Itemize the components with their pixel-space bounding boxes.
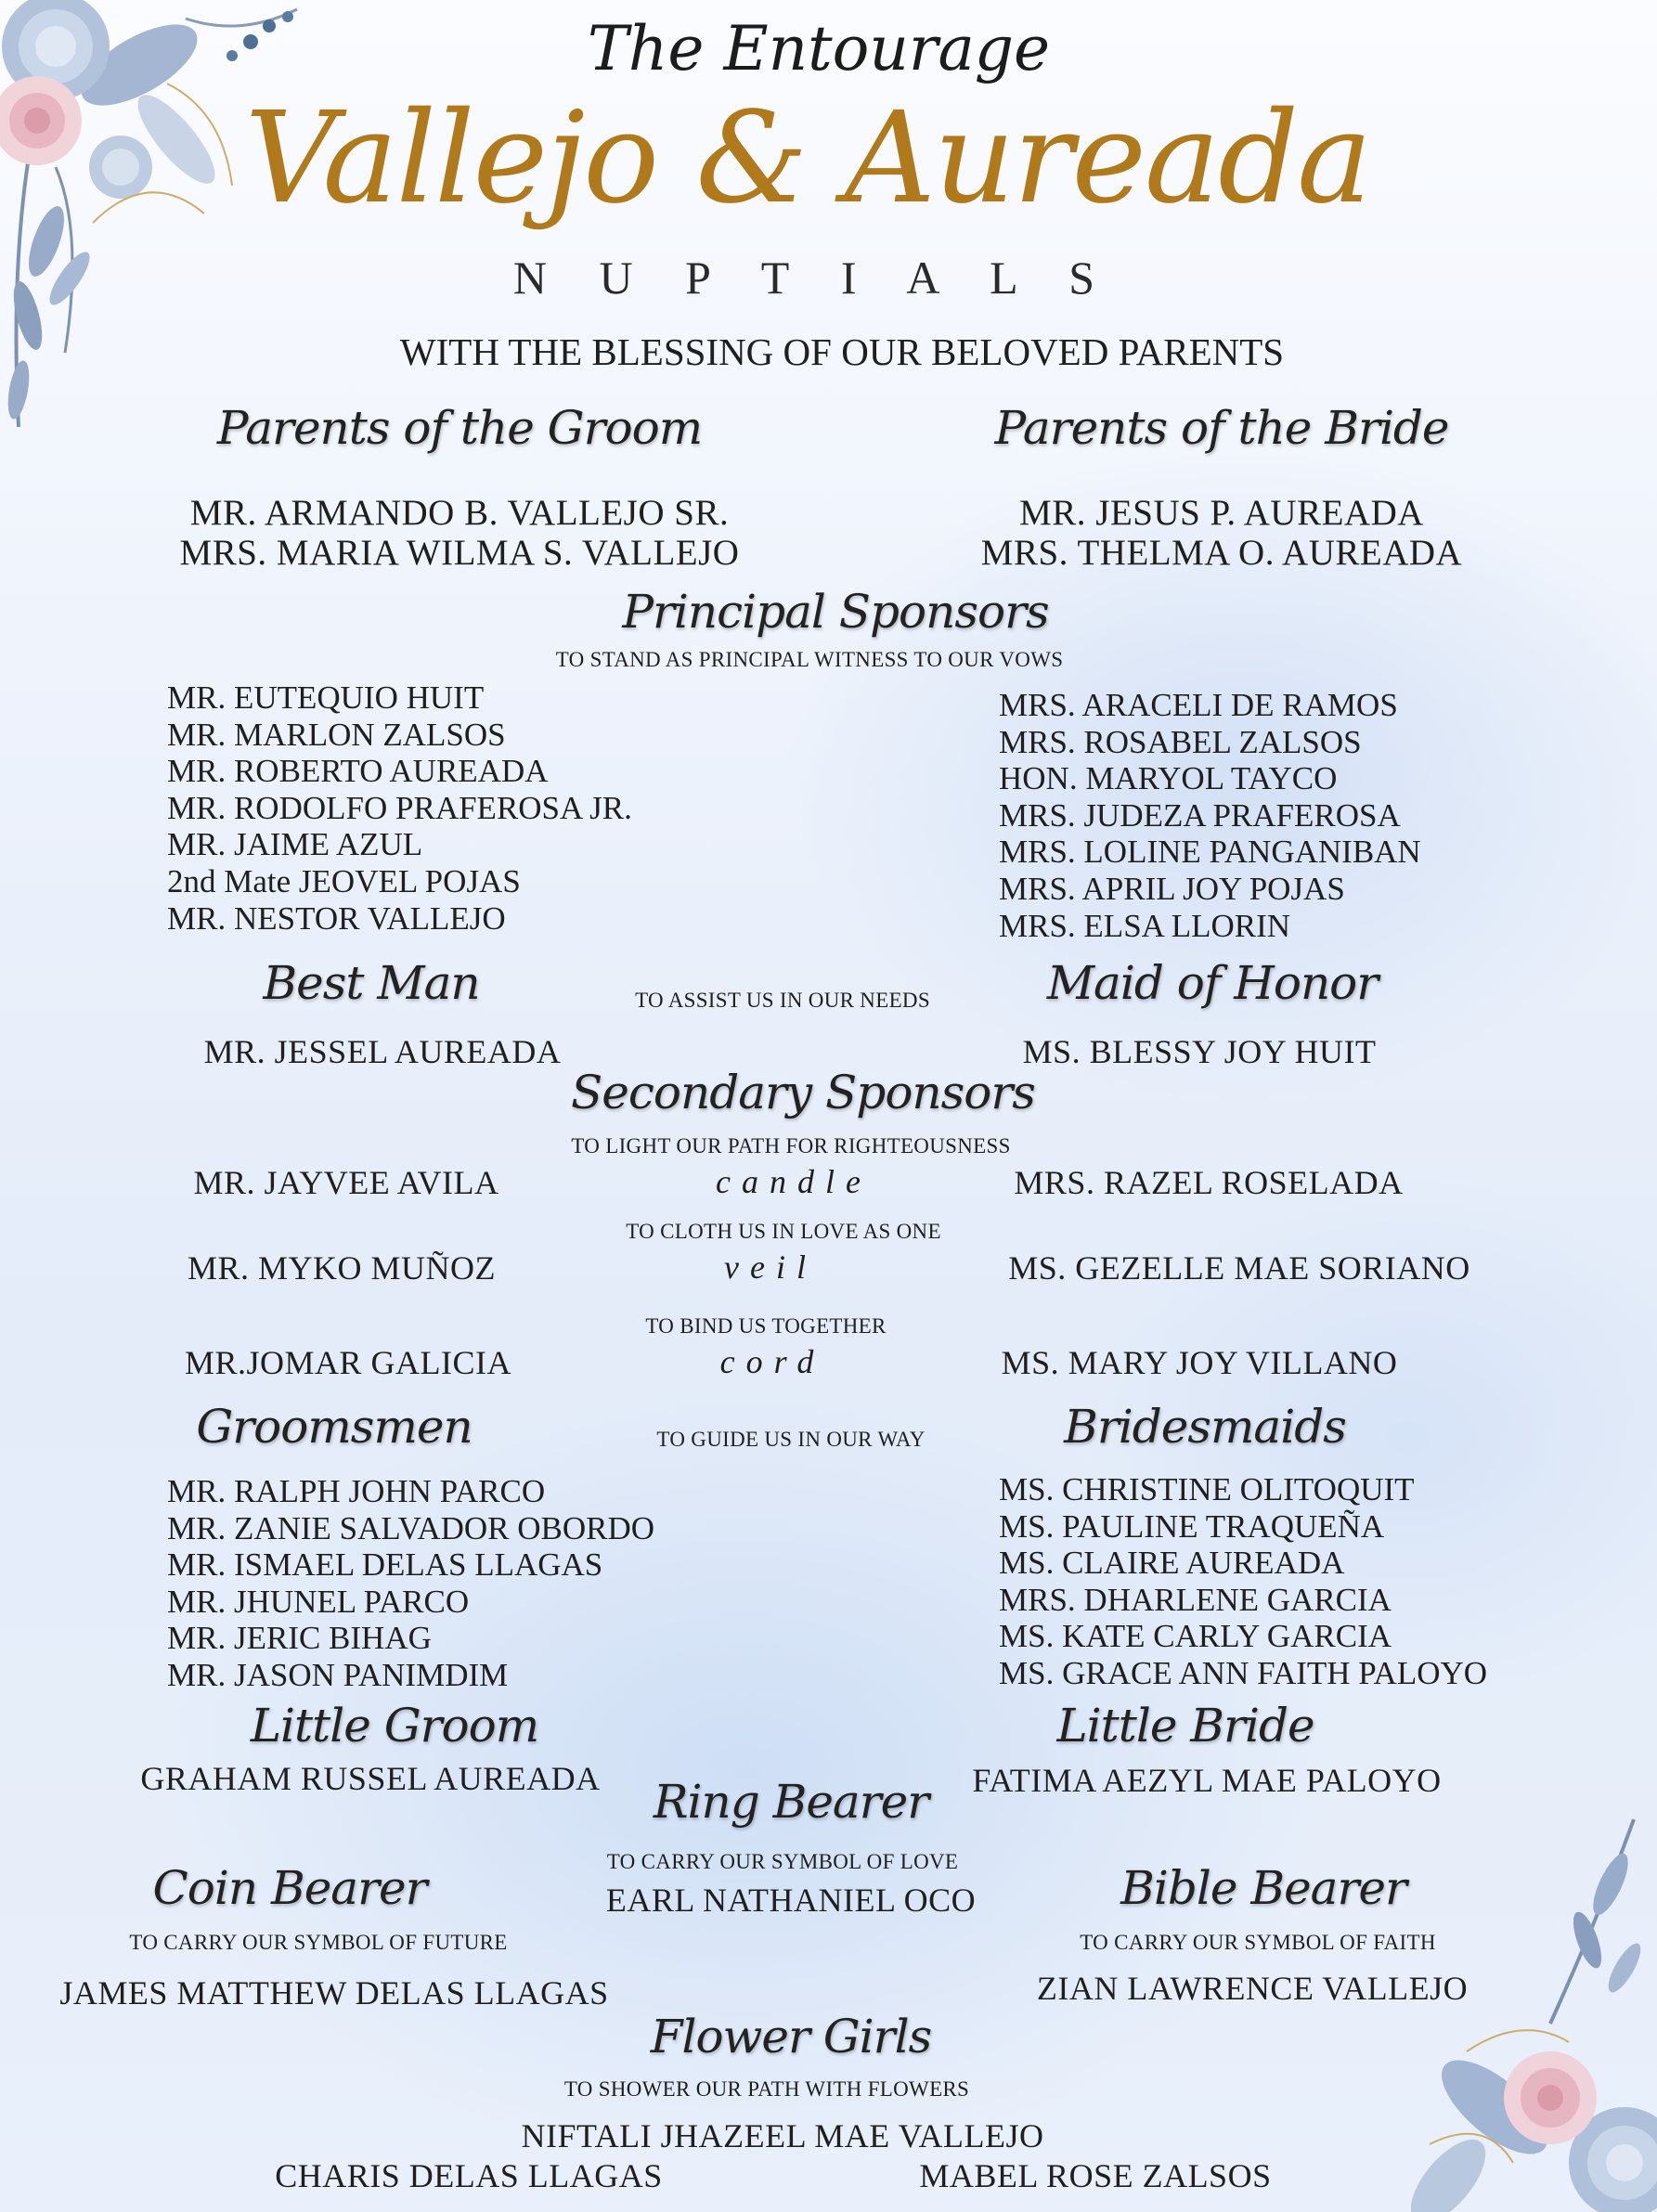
list-item: MR. MARLON ZALSOS [167, 716, 506, 753]
ring-bearer-title: Ring Bearer [653, 1775, 929, 1829]
flower-girls-title: Flower Girls [650, 2010, 932, 2063]
list-item: HON. MARYOL TAYCO [999, 760, 1338, 797]
groomsmen-list [167, 1473, 654, 1694]
list-item: MS. PAULINE TRAQUEÑA [999, 1507, 1385, 1545]
maid-of-honor-title: Maid of Honor [1046, 956, 1379, 1010]
couple-names-title: Vallejo & Aureada [244, 85, 1371, 232]
principal-caption: TO STAND AS PRINCIPAL WITNESS TO OUR VOWS [555, 648, 1064, 671]
list-item: MRS. LOLINE PANGANIBAN [999, 834, 1421, 871]
little-bride-title: Little Bride [1056, 1699, 1314, 1753]
flower-girl-2: CHARIS DELAS LLAGAS [275, 2157, 663, 2194]
candle-sponsor-right: MRS. RAZEL ROSELADA [1014, 1164, 1404, 1201]
principal-right-list [999, 687, 1421, 944]
list-item: MRS. DHARLENE GARCIA [999, 1581, 1392, 1618]
coin-caption: TO CARRY OUR SYMBOL OF FUTURE [129, 1931, 508, 1954]
list-item: MR. RODOLFO PRAFEROSA JR. [167, 789, 632, 826]
maid-of-honor-name: MS. BLESSY JOY HUIT [1022, 1033, 1377, 1070]
list-item: MRS. ELSA LLORIN [999, 907, 1291, 944]
list-item: MR. JERIC BIHAG [167, 1620, 432, 1657]
list-item: MS. CHRISTINE OLITOQUIT [999, 1471, 1415, 1507]
entourage-kicker: The Entourage [587, 13, 1051, 84]
veil-caption: TO CLOTH US IN LOVE AS ONE [626, 1220, 941, 1243]
little-groom-title: Little Groom [250, 1699, 539, 1753]
parents-bride-title: Parents of the Bride [994, 401, 1449, 455]
party-caption: TO GUIDE US IN OUR WAY [656, 1428, 926, 1451]
blessing-line: WITH THE BLESSING OF OUR BELOVED PARENTS [399, 330, 1285, 373]
bible-bearer-title: Bible Bearer [1120, 1861, 1406, 1915]
cord-caption: TO BIND US TOGETHER [645, 1314, 887, 1338]
list-item: MR. JASON PANIMDIM [167, 1656, 509, 1693]
list-item: MR. JAIME AZUL [167, 826, 423, 863]
cord-sponsor-right: MS. MARY JOY VILLANO [1001, 1344, 1398, 1381]
candle-sponsor-left: MR. JAYVEE AVILA [193, 1164, 499, 1201]
list-item: MR. RALPH JOHN PARCO [167, 1473, 546, 1509]
list-item: MR. JHUNEL PARCO [167, 1583, 470, 1620]
list-item: 2nd Mate JEOVEL POJAS [167, 862, 521, 899]
list-item: MR. ROBERTO AUREADA [167, 753, 549, 790]
little-bride-name: FATIMA AEZYL MAE PALOYO [972, 1762, 1442, 1799]
flower-girl-3: MABEL ROSE ZALSOS [919, 2157, 1272, 2194]
ring-caption: TO CARRY OUR SYMBOL OF LOVE [606, 1850, 959, 1873]
principal-left-list [167, 679, 632, 937]
coin-bearer-name: JAMES MATTHEW DELAS LLAGAS [59, 1974, 609, 2011]
flower-caption: TO SHOWER OUR PATH WITH FLOWERS [563, 2077, 970, 2101]
honor-caption: TO ASSIST US IN OUR NEEDS [635, 989, 930, 1012]
bride-father: MR. JESUS P. AUREADA [1019, 493, 1424, 533]
groom-father: MR. ARMANDO B. VALLEJO SR. [189, 493, 730, 533]
bible-caption: TO CARRY OUR SYMBOL OF FAITH [1080, 1931, 1436, 1954]
bride-mother: MRS. THELMA O. AUREADA [980, 533, 1463, 573]
list-item: MS. CLAIRE AUREADA [999, 1545, 1345, 1582]
bridesmaids-title: Bridesmaids [1064, 1400, 1346, 1454]
list-item: MS. GRACE ANN FAITH PALOYO [999, 1654, 1488, 1691]
list-item: MR. ZANIE SALVADOR OBORDO [167, 1509, 655, 1546]
bridesmaids-list [999, 1471, 1487, 1692]
nuptials-subtitle: N U P T I A L S [512, 252, 1116, 304]
list-item: MRS. JUDEZA PRAFEROSA [999, 796, 1401, 834]
coin-bearer-title: Coin Bearer [152, 1861, 427, 1915]
groomsmen-title: Groomsmen [196, 1400, 473, 1454]
list-item: MR. NESTOR VALLEJO [167, 899, 506, 937]
best-man-title: Best Man [263, 956, 480, 1010]
veil-sponsor-right: MS. GEZELLE MAE SORIANO [1008, 1249, 1470, 1287]
veil-label: veil [724, 1248, 817, 1286]
list-item: MS. KATE CARLY GARCIA [999, 1618, 1392, 1655]
list-item: MR. EUTEQUIO HUIT [167, 679, 485, 716]
secondary-sponsors-title: Secondary Sponsors [571, 1066, 1035, 1119]
list-item: MRS. APRIL JOY POJAS [999, 870, 1345, 907]
parents-groom-title: Parents of the Groom [216, 401, 703, 455]
bible-bearer-name: ZIAN LAWRENCE VALLEJO [1036, 1970, 1469, 2007]
ring-bearer-name: EARL NATHANIEL OCO [605, 1882, 977, 1919]
candle-caption: TO LIGHT OUR PATH FOR RIGHTEOUSNESS [571, 1134, 1011, 1158]
best-man-name: MR. JESSEL AUREADA [203, 1033, 562, 1070]
little-groom-name: GRAHAM RUSSEL AUREADA [140, 1760, 601, 1797]
groom-mother: MRS. MARIA WILMA S. VALLEJO [179, 533, 740, 573]
principal-sponsors-title: Principal Sponsors [622, 585, 1049, 639]
floral-bottom-right-icon [1411, 1810, 1657, 2212]
cord-label: cord [719, 1343, 825, 1380]
cord-sponsor-left: MR.JOMAR GALICIA [184, 1344, 512, 1381]
list-item: MRS. ARACELI DE RAMOS [999, 687, 1398, 723]
list-item: MRS. ROSABEL ZALSOS [999, 723, 1362, 760]
list-item: MR. ISMAEL DELAS LLAGAS [167, 1546, 603, 1584]
veil-sponsor-left: MR. MYKO MUÑOZ [187, 1249, 497, 1287]
candle-label: candle [716, 1163, 872, 1200]
flower-girl-1: NIFTALI JHAZEEL MAE VALLEJO [521, 2117, 1044, 2154]
